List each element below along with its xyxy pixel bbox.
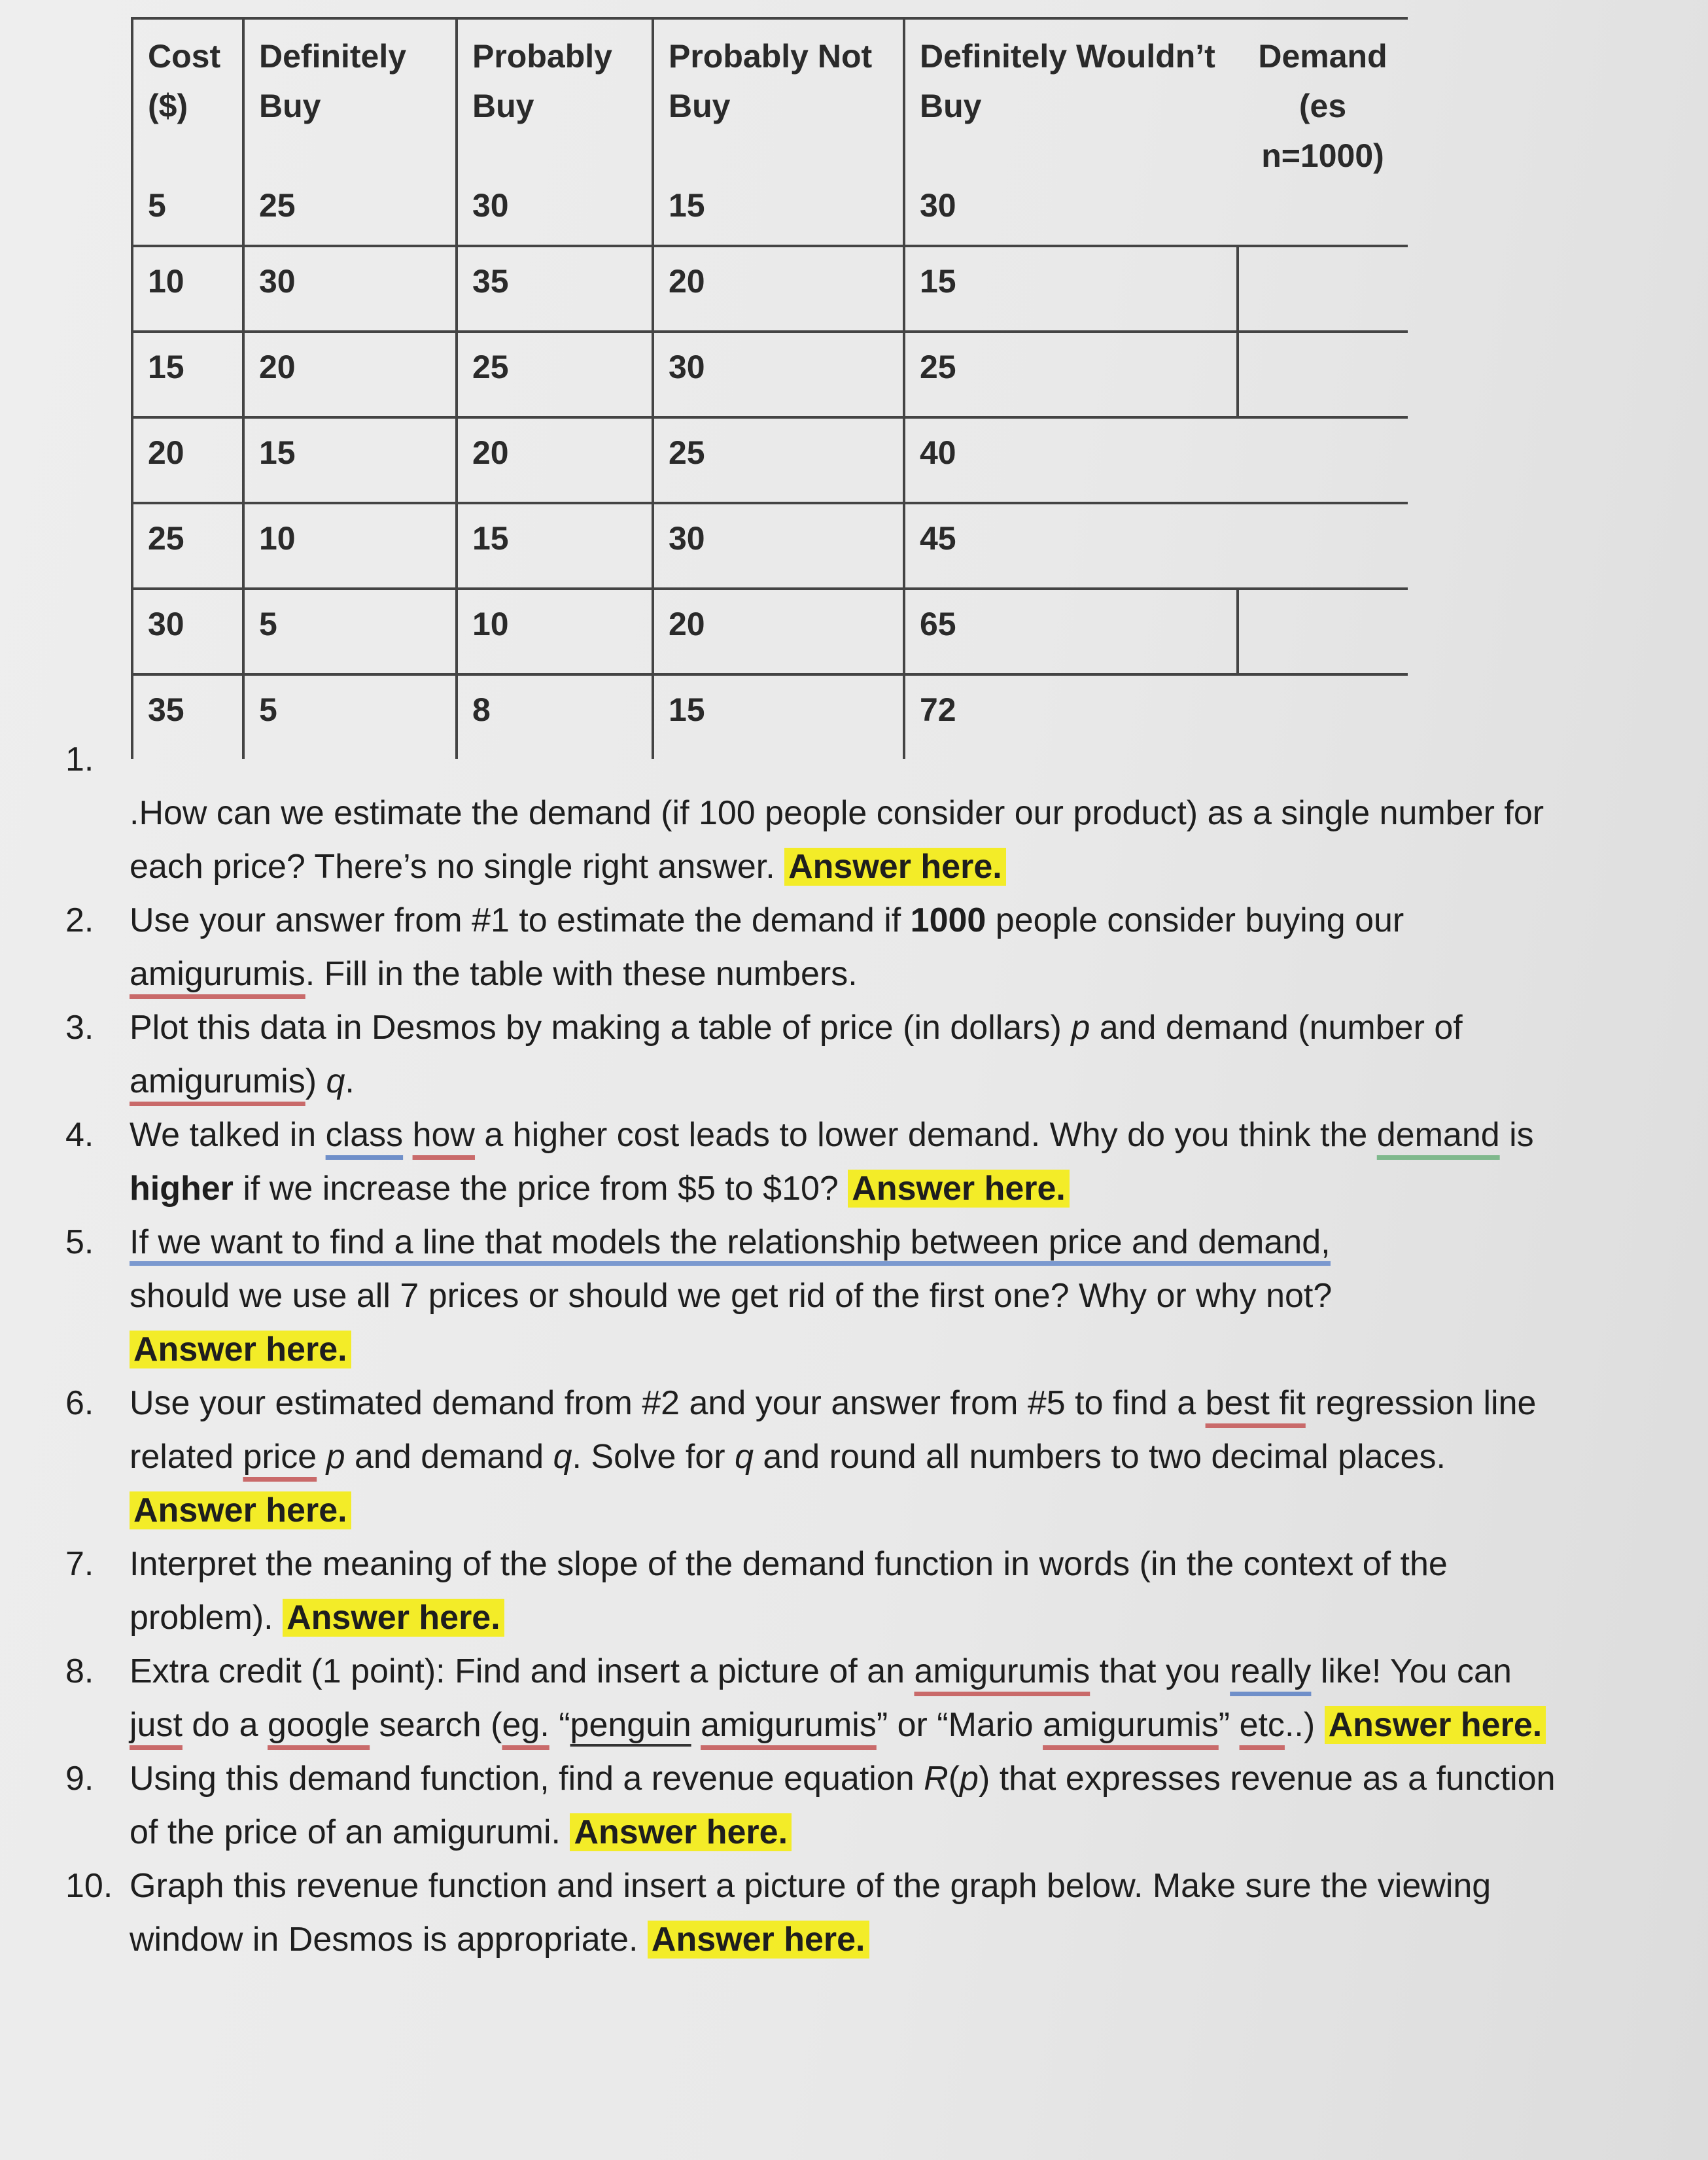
table-cell: 20 (132, 417, 243, 503)
question-text: “ (549, 1706, 570, 1744)
table-cell: 25 (243, 181, 457, 246)
question-text: is (1499, 1116, 1534, 1154)
answer-placeholder[interactable]: Answer here. (848, 1170, 1070, 1208)
table-cell: 15 (457, 503, 653, 589)
spellcheck-word[interactable]: amigurumis (701, 1706, 877, 1744)
table-row (132, 246, 1408, 332)
header-probably-buy: Probably Buy (457, 18, 653, 181)
grammar-word[interactable]: class (325, 1116, 404, 1154)
table-cell: 15 (653, 181, 904, 246)
question-text: Use your answer from #1 to estimate the demand if (130, 901, 911, 939)
grammar-word[interactable]: demand (1376, 1116, 1500, 1154)
question-text: ..) (1284, 1706, 1316, 1744)
question-number: 9. (65, 1760, 94, 1798)
table-row (132, 503, 1408, 589)
table-cell: 35 (132, 674, 243, 759)
question-number: 1. (65, 740, 94, 778)
question-text: ) (305, 1062, 326, 1100)
question-text (317, 1438, 326, 1476)
grammar-word[interactable]: best fit (1205, 1384, 1306, 1422)
table-cell: 20 (653, 246, 904, 332)
question-text: and round all numbers to two decimal places. (753, 1438, 1446, 1476)
variable-q: q (326, 1062, 345, 1100)
question-text: Extra credit (1 point): Find and insert a picture of an (130, 1652, 915, 1690)
question-number: 2. (65, 901, 94, 939)
variable-p: p (1071, 1009, 1090, 1047)
table-cell: 15 (653, 674, 904, 759)
bold-number: 1000 (910, 901, 986, 939)
question-number: 6. (65, 1384, 94, 1422)
spellcheck-word[interactable]: amigurumis (130, 1062, 305, 1100)
table-cell: 5 (243, 674, 457, 759)
spellcheck-word[interactable]: amigurumis (1043, 1706, 1219, 1744)
table-cell: 30 (457, 181, 653, 246)
question-number: 4. (65, 1116, 94, 1154)
table-cell: 30 (653, 332, 904, 417)
question-2 (65, 894, 1570, 1001)
table-cell: 65 (904, 589, 1238, 674)
spellcheck-word[interactable]: eg. (502, 1706, 549, 1744)
question-number: 8. (65, 1652, 94, 1690)
table-cell: 35 (457, 246, 653, 332)
grammar-word[interactable]: how (412, 1116, 475, 1154)
question-text: search ( (370, 1706, 502, 1744)
table-cell: 30 (904, 181, 1238, 246)
demand-cell[interactable] (1238, 417, 1408, 503)
question-text: ” or “Mario (876, 1706, 1043, 1744)
header-cost: Cost ($) (132, 18, 243, 181)
table-cell: 8 (457, 674, 653, 759)
answer-placeholder[interactable]: Answer here. (570, 1813, 792, 1851)
question-number: 7. (65, 1545, 94, 1583)
question-text: . (345, 1062, 355, 1100)
variable-p: p (960, 1760, 979, 1798)
table-cell: 5 (243, 589, 457, 674)
question-1 (65, 733, 1570, 894)
table-cell: 10 (457, 589, 653, 674)
question-list (65, 733, 1570, 1966)
question-text: should we use all 7 prices or should we get rid of the first one? Why or why not? (130, 1277, 1333, 1315)
table-row (132, 589, 1408, 674)
question-number: 5. (65, 1223, 94, 1261)
question-text: We talked in (130, 1116, 326, 1154)
header-probably-not-buy: Probably Not Buy (653, 18, 904, 181)
table-cell: 45 (904, 503, 1238, 589)
table-cell: 20 (243, 332, 457, 417)
answer-placeholder[interactable]: Answer here. (283, 1599, 504, 1637)
question-text: ” (1218, 1706, 1240, 1744)
question-text: and demand (number of (1090, 1009, 1463, 1047)
table-cell: 72 (904, 674, 1238, 759)
variable-R: R (924, 1760, 949, 1798)
spellcheck-word[interactable]: amigurumis (130, 955, 305, 993)
table-row (132, 417, 1408, 503)
table-cell: 25 (653, 417, 904, 503)
question-3 (65, 1001, 1570, 1108)
table-cell: 15 (904, 246, 1238, 332)
answer-placeholder[interactable]: Answer here. (784, 848, 1006, 886)
question-text: a higher cost leads to lower demand. Why do you think the (474, 1116, 1377, 1154)
table-cell: 30 (653, 503, 904, 589)
question-text: . Fill in the table with these numbers. (305, 955, 858, 993)
table-cell: 30 (243, 246, 457, 332)
demand-cell[interactable] (1238, 332, 1408, 417)
table-cell: 15 (243, 417, 457, 503)
survey-table (131, 17, 1408, 759)
table-cell: 25 (457, 332, 653, 417)
question-6 (65, 1376, 1570, 1537)
table-cell: 10 (132, 246, 243, 332)
table-cell: 30 (132, 589, 243, 674)
table-cell: 20 (653, 589, 904, 674)
question-text: people consider buying our (986, 901, 1404, 939)
header-definitely-buy: Definitely Buy (243, 18, 457, 181)
question-text (691, 1706, 701, 1744)
question-text: Graph this revenue function and insert a picture of the graph below. Make sure the viewing window in Desmos is appropriate. (130, 1867, 1491, 1959)
table-cell: 15 (132, 332, 243, 417)
question-text: . Solve for (572, 1438, 735, 1476)
demand-cell[interactable] (1238, 503, 1408, 589)
question-text: that expresses revenue as a function of the price of an amigurumi. (130, 1760, 1556, 1851)
question-text: ( (948, 1760, 960, 1798)
question-text: do a (182, 1706, 268, 1744)
table-cell: 20 (457, 417, 653, 503)
grammar-word[interactable]: really (1230, 1652, 1312, 1690)
question-number: 10. (65, 1867, 113, 1905)
answer-placeholder[interactable]: Answer here. (648, 1921, 869, 1959)
table-cell: 10 (243, 503, 457, 589)
demand-cell[interactable] (1238, 181, 1408, 246)
question-5 (65, 1215, 1570, 1376)
question-text: If we want to find a line that models the relationship between price and demand, (130, 1223, 1331, 1266)
demand-cell[interactable] (1238, 246, 1408, 332)
question-text: .How can we estimate the demand (if 100 people consider our product) as a single number for each price? There’s no single right answer. (130, 794, 1544, 886)
answer-placeholder[interactable]: Answer here. (130, 1331, 351, 1368)
answer-placeholder[interactable]: Answer here. (130, 1491, 351, 1529)
header-demand: Demand (es n=1000) (1238, 18, 1408, 181)
bold-word: higher (130, 1170, 234, 1208)
hyperlink-word[interactable]: penguin (570, 1706, 691, 1744)
table-cell: 5 (132, 181, 243, 246)
table-row (132, 181, 1408, 246)
variable-q: q (553, 1438, 572, 1476)
grammar-word[interactable]: just (130, 1706, 183, 1744)
question-text: Plot this data in Desmos by making a table of price (in dollars) (130, 1009, 1072, 1047)
question-7 (65, 1537, 1570, 1645)
table-cell: 40 (904, 417, 1238, 503)
spellcheck-word[interactable]: amigurumis (914, 1652, 1090, 1690)
question-8 (65, 1645, 1570, 1752)
question-text: Use your estimated demand from #2 and your answer from #5 to find a (130, 1384, 1206, 1422)
question-4 (65, 1108, 1570, 1215)
table-row (132, 332, 1408, 417)
table-header-row (132, 18, 1408, 181)
demand-cell[interactable] (1238, 589, 1408, 674)
header-definitely-wouldnt-buy: Definitely Wouldn’t Buy (904, 18, 1238, 181)
question-text: that you (1090, 1652, 1230, 1690)
question-text: Using this demand function, find a revenue equation (130, 1760, 924, 1798)
spellcheck-word[interactable]: etc (1239, 1706, 1285, 1744)
question-text: if we increase the price from $5 to $10? (233, 1170, 839, 1208)
grammar-word[interactable]: price (243, 1438, 317, 1476)
table-cell: 25 (132, 503, 243, 589)
question-number: 3. (65, 1009, 94, 1047)
question-text: and demand (345, 1438, 553, 1476)
question-text: like! You can (1311, 1652, 1512, 1690)
question-10 (65, 1859, 1570, 1966)
table-cell: 25 (904, 332, 1238, 417)
answer-placeholder[interactable]: Answer here. (1325, 1706, 1546, 1744)
question-text: Interpret the meaning of the slope of the demand function in words (in the context of the problem). (130, 1545, 1448, 1637)
variable-p: p (326, 1438, 345, 1476)
question-text: ) (978, 1760, 990, 1798)
question-9 (65, 1752, 1570, 1859)
spellcheck-word[interactable]: google (268, 1706, 370, 1744)
variable-q: q (735, 1438, 754, 1476)
question-text: regression line related (130, 1384, 1537, 1476)
